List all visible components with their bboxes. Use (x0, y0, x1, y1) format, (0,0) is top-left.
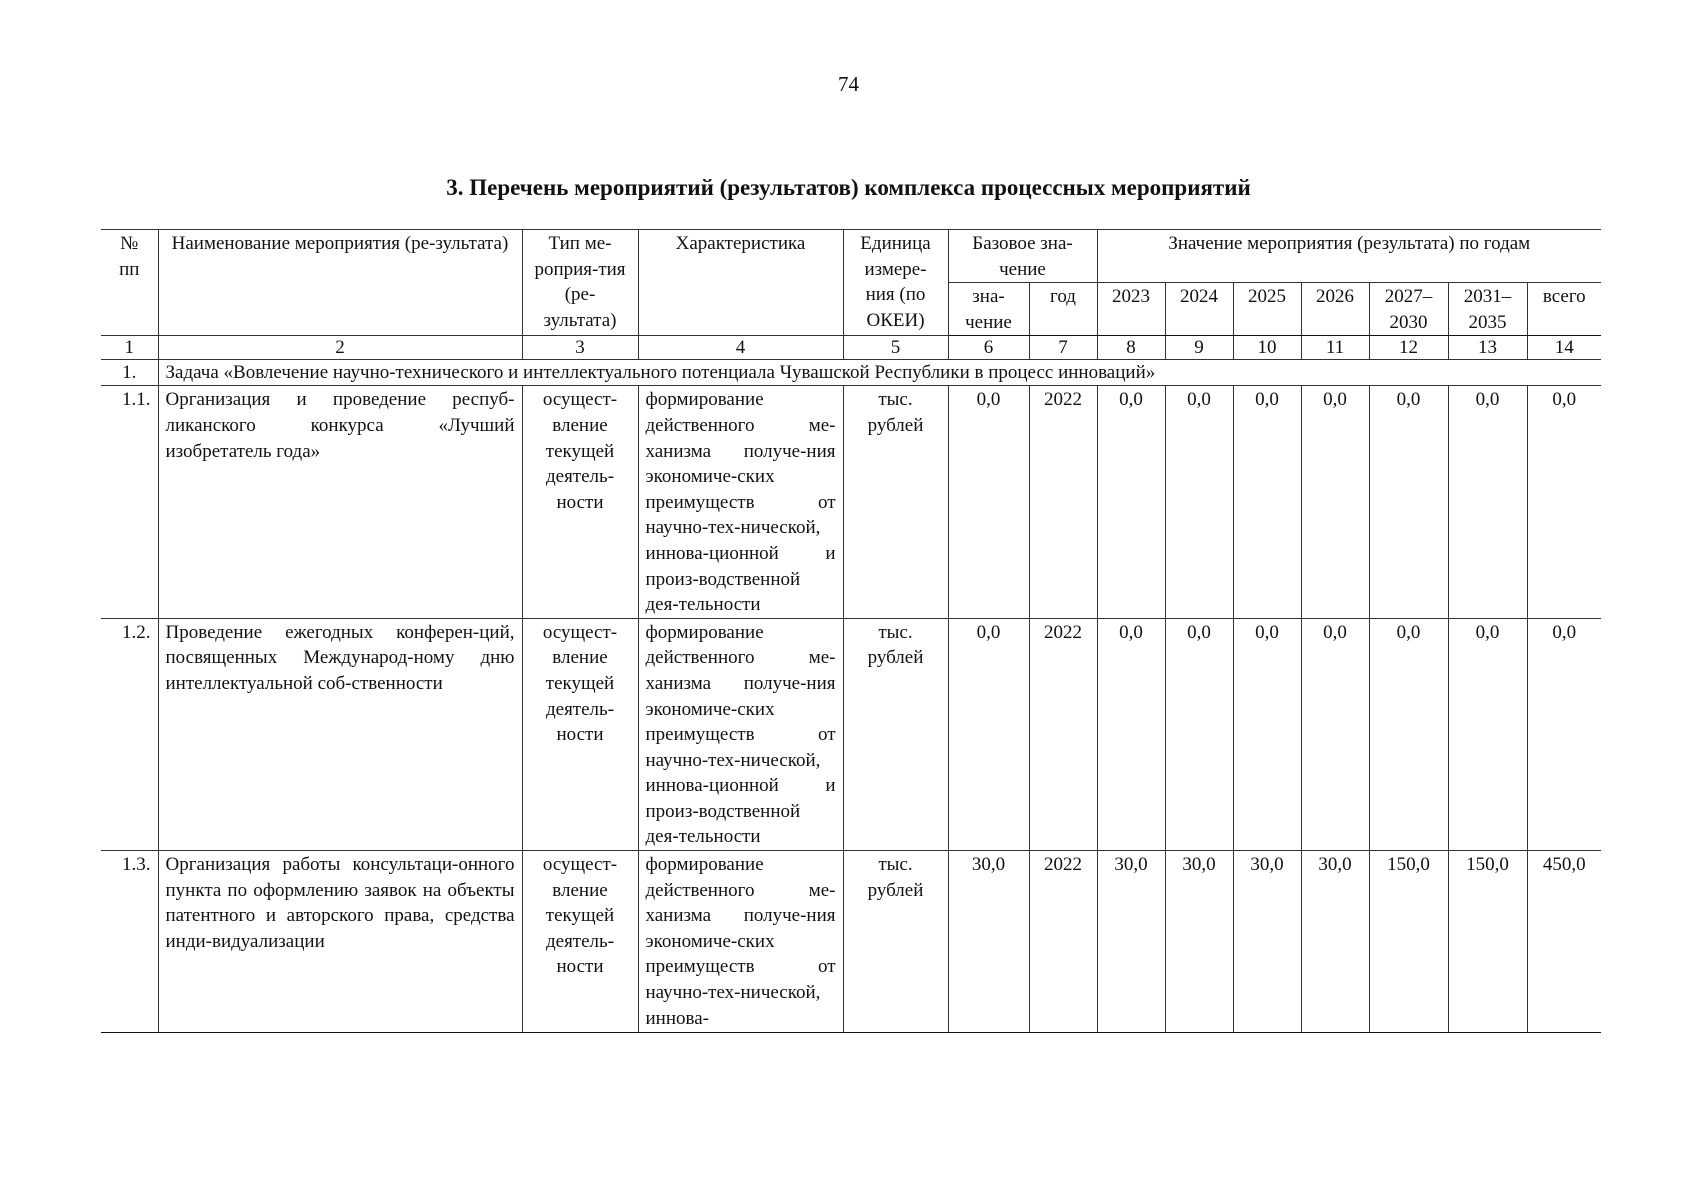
column-number: 10 (1233, 336, 1301, 360)
header-unit: Единица измере-ния (по ОКЕИ) (843, 230, 948, 336)
row-characteristic: формирование действенного ме-ханизма получе-ния экономиче-ских преимуществ от научно-тех-нической, иннова- (638, 851, 843, 1033)
column-number: 12 (1369, 336, 1448, 360)
table-row (101, 851, 1601, 1033)
row-value: 0,0 (1448, 618, 1527, 850)
row-value: 30,0 (1301, 851, 1369, 1033)
row-characteristic: формирование действенного ме-ханизма получе-ния экономиче-ских преимуществ от научно-тех-нической, иннова-ционной и произ-водственной дея-тельности (638, 618, 843, 850)
column-number: 9 (1165, 336, 1233, 360)
header-values-by-year: Значение мероприятия (результата) по годам (1097, 230, 1601, 283)
header-base-year: год (1029, 283, 1097, 336)
header-name: Наименование мероприятия (ре-зультата) (158, 230, 522, 336)
task-row (101, 360, 1601, 386)
row-base-value: 0,0 (948, 618, 1029, 850)
column-number: 14 (1527, 336, 1601, 360)
row-value: 150,0 (1448, 851, 1527, 1033)
row-value: 0,0 (1165, 618, 1233, 850)
header-year: 2024 (1165, 283, 1233, 336)
column-number: 1 (101, 336, 158, 360)
row-unit: тыс. рублей (843, 386, 948, 618)
row-num: 1.2. (101, 618, 158, 850)
row-type: осущест-вление текущей деятель-ности (522, 386, 638, 618)
row-unit: тыс. рублей (843, 618, 948, 850)
table-row (101, 386, 1601, 618)
header-row-1 (101, 230, 1601, 283)
row-value: 0,0 (1097, 618, 1165, 850)
row-base-value: 30,0 (948, 851, 1029, 1033)
row-type: осущест-вление текущей деятель-ности (522, 851, 638, 1033)
row-total: 0,0 (1527, 386, 1601, 618)
row-value: 0,0 (1097, 386, 1165, 618)
column-number: 4 (638, 336, 843, 360)
column-number: 2 (158, 336, 522, 360)
row-value: 0,0 (1369, 618, 1448, 850)
column-number: 6 (948, 336, 1029, 360)
row-value: 0,0 (1233, 386, 1301, 618)
row-name: Проведение ежегодных конферен-ций, посвященных Международ-ному дню интеллектуальной соб-ственности (158, 618, 522, 850)
header-base-value: зна-чение (948, 283, 1029, 336)
row-base-year: 2022 (1029, 618, 1097, 850)
row-base-value: 0,0 (948, 386, 1029, 618)
header-base: Базовое зна-чение (948, 230, 1097, 283)
activities-table (101, 229, 1601, 1033)
header-year: 2031–2035 (1448, 283, 1527, 336)
column-number: 3 (522, 336, 638, 360)
row-value: 0,0 (1301, 618, 1369, 850)
row-total: 0,0 (1527, 618, 1601, 850)
header-year: 2025 (1233, 283, 1301, 336)
task-text: Задача «Вовлечение научно-технического и интеллектуального потенциала Чувашской Республики в процесс инноваций» (158, 360, 1601, 386)
row-name: Организация и проведение респуб-ликанского конкурса «Лучший изобретатель года» (158, 386, 522, 618)
row-value: 30,0 (1165, 851, 1233, 1033)
row-value: 30,0 (1097, 851, 1165, 1033)
header-year: 2023 (1097, 283, 1165, 336)
row-characteristic: формирование действенного ме-ханизма получе-ния экономиче-ских преимуществ от научно-тех-нической, иннова-ционной и произ-водственной дея-тельности (638, 386, 843, 618)
header-year: 2027–2030 (1369, 283, 1448, 336)
column-number: 5 (843, 336, 948, 360)
task-num: 1. (101, 360, 158, 386)
column-number: 11 (1301, 336, 1369, 360)
row-num: 1.1. (101, 386, 158, 618)
row-base-year: 2022 (1029, 851, 1097, 1033)
row-value: 0,0 (1233, 618, 1301, 850)
column-numbers-row (101, 336, 1601, 360)
header-type: Тип ме-роприя-тия (ре-зультата) (522, 230, 638, 336)
header-year: 2026 (1301, 283, 1369, 336)
row-total: 450,0 (1527, 851, 1601, 1033)
column-number: 13 (1448, 336, 1527, 360)
row-name: Организация работы консультаци-онного пункта по оформлению заявок на объекты патентного и авторского права, средства инди-видуализации (158, 851, 522, 1033)
row-value: 30,0 (1233, 851, 1301, 1033)
header-num: № пп (101, 230, 158, 336)
document-title: 3. Перечень мероприятий (результатов) комплекса процессных мероприятий (446, 175, 1251, 200)
row-type: осущест-вление текущей деятель-ности (522, 618, 638, 850)
column-number: 7 (1029, 336, 1097, 360)
row-value: 0,0 (1301, 386, 1369, 618)
row-value: 0,0 (1448, 386, 1527, 618)
row-base-year: 2022 (1029, 386, 1097, 618)
header-total: всего (1527, 283, 1601, 336)
row-num: 1.3. (101, 851, 158, 1033)
column-number: 8 (1097, 336, 1165, 360)
row-value: 0,0 (1369, 386, 1448, 618)
page-number: 74 (838, 72, 859, 96)
row-value: 150,0 (1369, 851, 1448, 1033)
table-row (101, 618, 1601, 850)
row-value: 0,0 (1165, 386, 1233, 618)
header-characteristic: Характеристика (638, 230, 843, 336)
row-unit: тыс. рублей (843, 851, 948, 1033)
